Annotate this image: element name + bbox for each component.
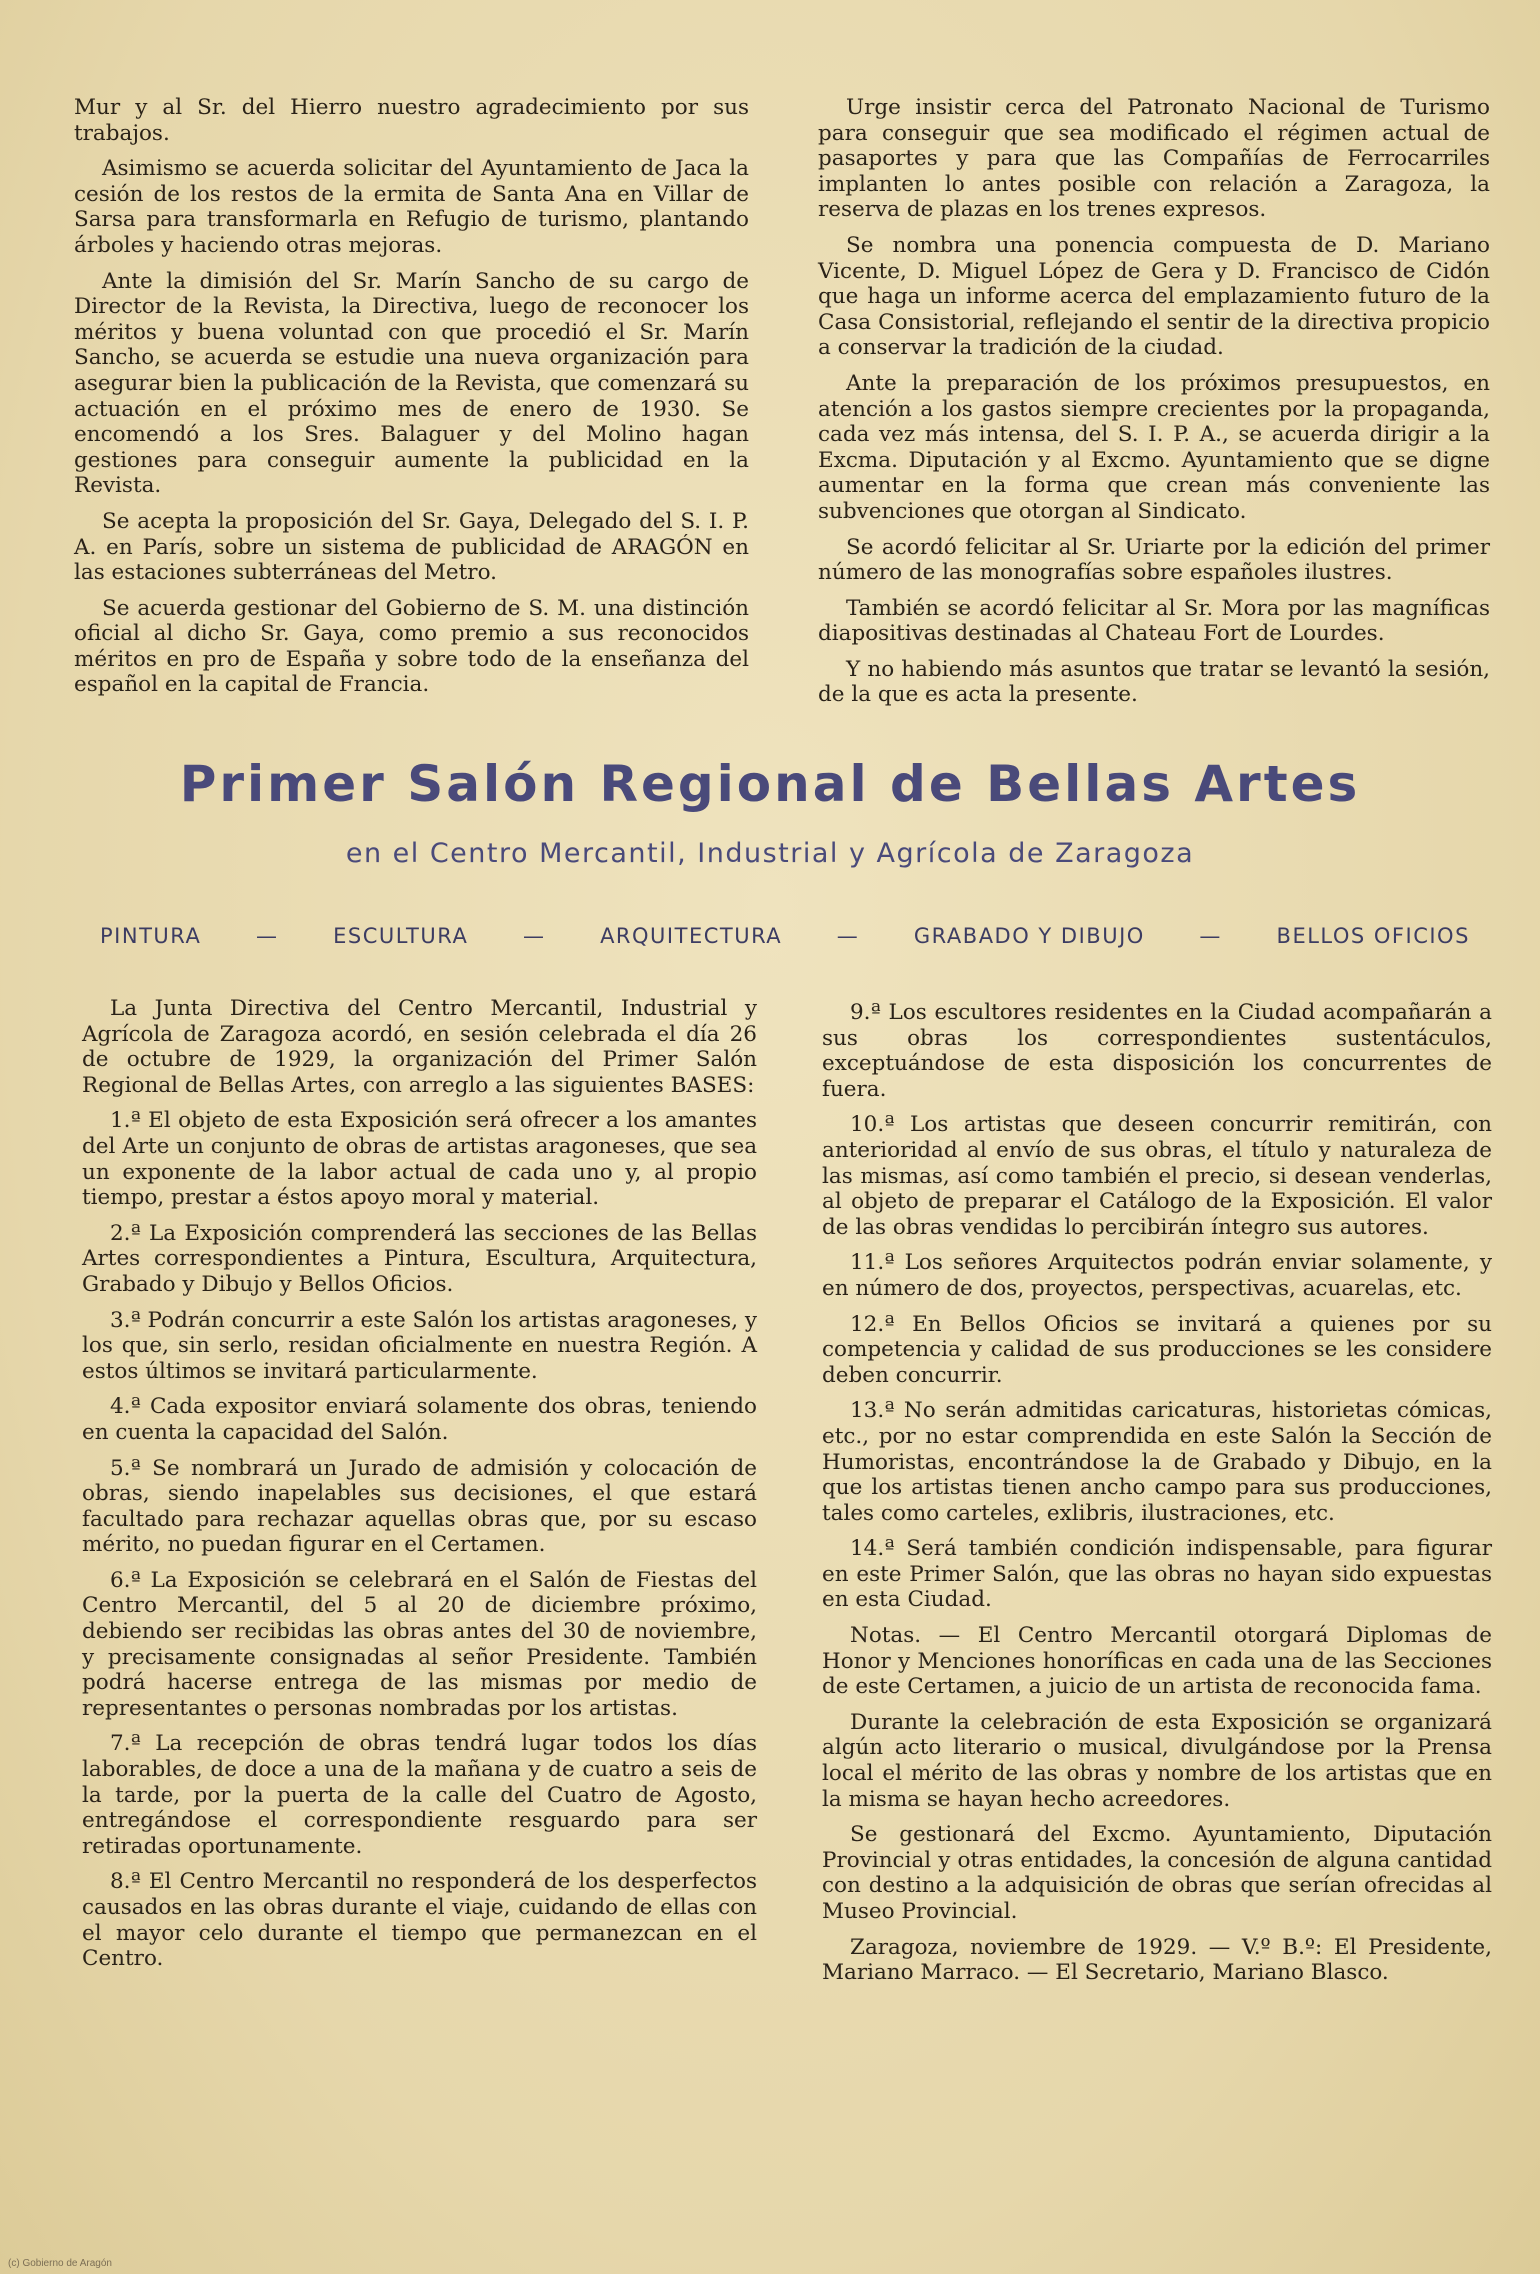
base-item: 4.ª Cada expositor enviará solamente dos obras, teniendo en cuenta la capacidad del Salón. bbox=[82, 1394, 757, 1445]
article-title: Primer Salón Regional de Bellas Artes bbox=[179, 755, 1361, 813]
notes-paragraph: Se gestionará del Excmo. Ayuntamiento, Diputación Provincial y otras entidades, la concesión de alguna cantidad con destino a la adquisición de obras que serían ofrecidas al Museo Provincial. bbox=[822, 1822, 1492, 1924]
section-pintura: PINTURA bbox=[100, 924, 202, 948]
base-item: 10.ª Los artistas que deseen concurrir remitirán, con anterioridad al envío de sus obras, el título y naturaleza de las mismas, así como también el precio, si desean venderlas, al objeto de preparar el Catálogo de la Exposición. El valor de las obras vendidas lo percibirán íntegro sus autores. bbox=[822, 1112, 1492, 1240]
paragraph: Se nombra una ponencia compuesta de D. Mariano Vicente, D. Miguel López de Gera y D. Francisco de Cidón que haga un informe acerca del emplazamiento futuro de la Casa Consistorial, reflejando el sentir de la directiva propicio a conservar la tradición de la ciudad. bbox=[818, 232, 1490, 361]
top-left-column bbox=[74, 95, 749, 708]
article-subtitle: en el Centro Mercantil, Industrial y Agrícola de Zaragoza bbox=[345, 838, 1195, 869]
base-item: 5.ª Se nombrará un Jurado de admisión y colocación de obras, siendo inapelables sus decisiones, el que estará facultado para rechazar aquellas obras que, por su escaso mérito, no puedan figurar en el Certamen. bbox=[82, 1455, 757, 1558]
signature-line: Zaragoza, noviembre de 1929. — V.º B.º: El Presidente, Mariano Marraco. — El Secretario, Mariano Blasco. bbox=[822, 1934, 1492, 1986]
base-item: 14.ª Será también condición indispensable, para figurar en este Primer Salón, que las obras no hayan sido expuestas en esta Ciudad. bbox=[822, 1536, 1492, 1613]
section-grabado: GRABADO Y DIBUJO bbox=[913, 924, 1145, 948]
intro-paragraph: La Junta Directiva del Centro Mercantil, Industrial y Agrícola de Zaragoza acordó, en sesión celebrada el día 26 de octubre de 1929, la organización del Primer Salón Regional de Bellas Artes, con arreglo a las siguientes BASES: bbox=[82, 996, 757, 1098]
section-separator: — bbox=[522, 924, 546, 948]
base-item: 12.ª En Bellos Oficios se invitará a quienes por su competencia y calidad de sus producciones se les considere deben concurrir. bbox=[822, 1311, 1492, 1388]
section-separator: — bbox=[836, 924, 860, 948]
paragraph: Se acordó felicitar al Sr. Uriarte por la edición del primer número de las monografías sobre españoles ilustres. bbox=[818, 534, 1490, 586]
bases-right-column bbox=[822, 1000, 1492, 1996]
section-arquitectura: ARQUITECTURA bbox=[600, 924, 783, 948]
paragraph: Mur y al Sr. del Hierro nuestro agradecimiento por sus trabajos. bbox=[74, 95, 749, 146]
section-separator: — bbox=[1199, 924, 1222, 948]
section-bellos-oficios: BELLOS OFICIOS bbox=[1276, 924, 1470, 948]
base-item: 3.ª Podrán concurrir a este Salón los artistas aragoneses, y los que, sin serlo, residan oficialmente en nuestra Región. A estos últimos se invitará particularmente. bbox=[82, 1307, 758, 1384]
base-item: 8.ª El Centro Mercantil no responderá de los desperfectos causados en las obras durante el viaje, cuidando de ellas con el mayor celo durante el tiempo que permanezcan en el Centro. bbox=[82, 1869, 757, 1972]
notes-paragraph: Durante la celebración de esta Exposición se organizará algún acto literario o musical, divulgándose por la Prensa local el mérito de las obras y nombre de los artistas que en la misma se hayan hecho acreedores. bbox=[822, 1709, 1492, 1812]
base-item: 2.ª La Exposición comprenderá las secciones de las Bellas Artes correspondientes a Pintura, Escultura, Arquitectura, Grabado y Dibujo y Bellos Oficios. bbox=[82, 1220, 757, 1297]
sections-list bbox=[100, 924, 1470, 948]
paragraph: Se acepta la proposición del Sr. Gaya, Delegado del S. I. P. A. en París, sobre un sistema de publicidad de ARAGÓN en las estaciones subterráneas del Metro. bbox=[74, 508, 749, 586]
paragraph: También se acordó felicitar al Sr. Mora por las magníficas diapositivas destinadas al Chateau Fort de Lourdes. bbox=[818, 595, 1490, 647]
paragraph: Urge insistir cerca del Patronato Nacional de Turismo para conseguir que sea modificado el régimen actual de pasaportes y para que las Compañías de Ferrocarriles implanten lo antes posible con relación a Zaragoza, la reserva de plazas en los trenes expresos. bbox=[818, 95, 1490, 223]
paragraph: Se acuerda gestionar del Gobierno de S. M. una distinción oficial al dicho Sr. Gaya, como premio a sus reconocidos méritos en pro de España y sobre todo de la enseñanza del español en la capital de Francia. bbox=[74, 595, 749, 698]
paragraph: Ante la preparación de los próximos presupuestos, en atención a los gastos siempre crecientes por la propaganda, cada vez más intensa, del S. I. P. A., se acuerda dirigir a la Excma. Diputación y al Excmo. Ayuntamiento que se digne aumentar en la forma que crean más conveniente las subvenciones que otorgan al Sindicato. bbox=[818, 370, 1490, 524]
paragraph: Asimismo se acuerda solicitar del Ayuntamiento de Jaca la cesión de los restos de la ermita de Santa Ana en Villar de Sarsa para transformarla en Refugio de turismo, plantando árboles y haciendo otras mejoras. bbox=[74, 156, 749, 258]
base-item: 9.ª Los escultores residentes en la Ciudad acompañarán a sus obras los correspondientes sustentáculos, exceptuándose de esta disposición los concurrentes de fuera. bbox=[822, 1000, 1492, 1102]
paragraph: Y no habiendo más asuntos que tratar se levantó la sesión, de la que es acta la presente. bbox=[818, 656, 1490, 708]
copyright-credit: (c) Gobierno de Aragón bbox=[8, 2258, 112, 2269]
base-item: 13.ª No serán admitidas caricaturas, historietas cómicas, etc., por no estar comprendida en este Salón la Sección de Humoristas, encontrándose la de Grabado y Dibujo, en la que los artistas tienen ancho campo para sus producciones, tales como carteles, exlibris, ilustraciones, etc. bbox=[822, 1398, 1492, 1526]
base-item: 7.ª La recepción de obras tendrá lugar todos los días laborables, de doce a una de la mañana y de cuatro a seis de la tarde, por la puerta de la calle del Cuatro de Agosto, entregándose el correspondiente resguardo para ser retiradas oportunamente. bbox=[82, 1731, 757, 1859]
base-item: 11.ª Los señores Arquitectos podrán enviar solamente, y en número de dos, proyectos, perspectivas, acuarelas, etc. bbox=[822, 1250, 1492, 1301]
section-separator: — bbox=[255, 924, 279, 948]
base-item: 1.ª El objeto de esta Exposición será ofrecer a los amantes del Arte un conjunto de obras de artistas aragoneses, que sea un exponente de la labor actual de cada uno y, al propio tiempo, prestar a éstos apoyo moral y material. bbox=[82, 1108, 758, 1211]
notes-paragraph: Notas. — El Centro Mercantil otorgará Diplomas de Honor y Menciones honoríficas en cada una de las Secciones de este Certamen, a juicio de un artista de reconocida fama. bbox=[822, 1623, 1492, 1700]
bases-left-column bbox=[82, 996, 757, 1982]
section-escultura: ESCULTURA bbox=[333, 924, 469, 948]
top-right-column bbox=[818, 95, 1490, 718]
base-item: 6.ª La Exposición se celebrará en el Salón de Fiestas del Centro Mercantil, del 5 al 20 de diciembre próximo, debiendo ser recibidas las obras antes del 30 de noviembre, y precisamente consignadas al señor Presidente. También podrá hacerse entrega de las mismas por medio de representantes o personas nombradas por los artistas. bbox=[82, 1567, 757, 1721]
paragraph: Ante la dimisión del Sr. Marín Sancho de su cargo de Director de la Revista, la Directiva, luego de reconocer los méritos y buena voluntad con que procedió el Sr. Marín Sancho, se acuerda se estudie una nueva organización para asegurar bien la publicación de la Revista, que comenzará su actuación en el próximo mes de enero de 1930. Se encomendó a los Sres. Balaguer y del Molino hagan gestiones para conseguir aumente la publicidad en la Revista. bbox=[74, 268, 749, 499]
